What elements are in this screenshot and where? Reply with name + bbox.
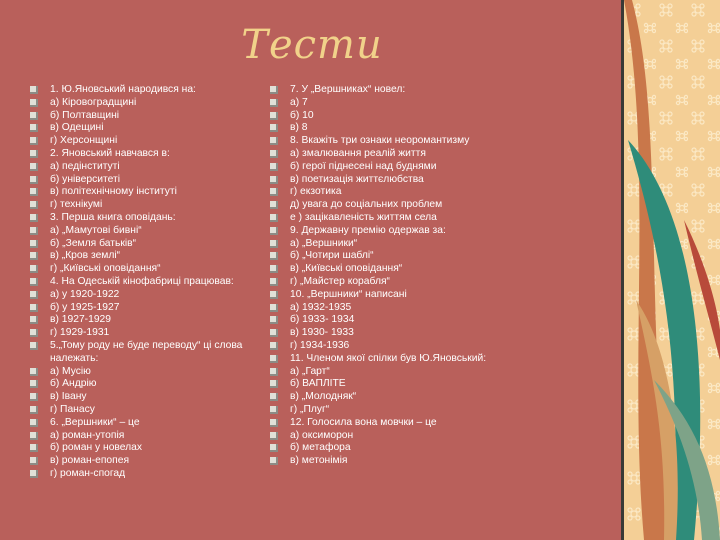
left-column	[30, 84, 255, 481]
square-bullet-icon	[270, 444, 278, 452]
square-bullet-icon	[270, 432, 278, 440]
test-line	[270, 84, 500, 97]
test-line-text: 12. Голосила вона мовчки – це	[290, 416, 437, 428]
test-line-text: е ) зацікавленість життям села	[290, 211, 437, 223]
square-bullet-icon	[270, 124, 278, 132]
square-bullet-icon	[30, 457, 38, 465]
square-bullet-icon	[270, 227, 278, 235]
test-line	[30, 442, 255, 455]
test-line-text: а) педінституті	[50, 160, 120, 172]
test-line-text: г) „Майстер корабля“	[290, 275, 390, 287]
square-bullet-icon	[30, 252, 38, 260]
square-bullet-icon	[270, 329, 278, 337]
square-bullet-icon	[30, 368, 38, 376]
square-bullet-icon	[270, 188, 278, 196]
test-line	[30, 302, 255, 315]
test-line	[30, 378, 255, 391]
test-line-text: в) 1930- 1933	[290, 327, 354, 339]
square-bullet-icon	[30, 188, 38, 196]
test-line-text: б) метафора	[290, 442, 351, 454]
test-line	[30, 391, 255, 404]
test-line	[270, 378, 500, 391]
test-line	[270, 110, 500, 123]
test-line	[270, 366, 500, 379]
test-line-text: в) поетизація життєлюбства	[290, 173, 424, 185]
test-line-text: г) Херсонщині	[50, 135, 118, 147]
test-line-text: б) Полтавщині	[50, 109, 120, 121]
test-line	[30, 404, 255, 417]
square-bullet-icon	[30, 214, 38, 222]
test-line-text: а) роман-утопія	[50, 429, 125, 441]
test-line	[30, 212, 255, 225]
square-bullet-icon	[270, 393, 278, 401]
test-line	[270, 404, 500, 417]
test-line	[270, 327, 500, 340]
test-line-text: б) „Земля батьків“	[50, 237, 137, 249]
test-line	[30, 225, 255, 238]
square-bullet-icon	[30, 265, 38, 273]
test-line	[270, 199, 500, 212]
test-line-text: 7. У „Вершниках“ новел:	[290, 84, 406, 95]
test-line-text: г) 1934-1936	[290, 339, 350, 351]
test-line-text: а) „Мамутові бивні“	[50, 224, 142, 236]
test-line	[30, 340, 255, 366]
test-line	[30, 84, 255, 97]
test-line-text: в) 1927-1929	[50, 314, 112, 326]
test-line	[30, 314, 255, 327]
test-line-text: в) роман-епопея	[50, 455, 130, 467]
square-bullet-icon	[30, 227, 38, 235]
test-line-text: г) технікумі	[50, 199, 103, 211]
test-line	[30, 97, 255, 110]
square-bullet-icon	[30, 342, 38, 350]
square-bullet-icon	[270, 112, 278, 120]
square-bullet-icon	[270, 137, 278, 145]
test-line-text: в) метонімія	[290, 455, 348, 467]
square-bullet-icon	[30, 240, 38, 248]
square-bullet-icon	[270, 406, 278, 414]
test-line-text: 6. „Вершники“ – це	[50, 416, 140, 428]
test-line	[30, 289, 255, 302]
square-bullet-icon	[30, 163, 38, 171]
test-line-text: б) 10	[290, 109, 314, 121]
test-line-text: в) „Молодняк“	[290, 391, 357, 403]
test-line	[30, 366, 255, 379]
test-line	[270, 250, 500, 263]
test-line	[270, 430, 500, 443]
square-bullet-icon	[270, 291, 278, 299]
test-line-text: а) у 1920-1922	[50, 288, 120, 300]
test-line	[270, 442, 500, 455]
square-bullet-icon	[30, 304, 38, 312]
test-line-text: б) Андрію	[50, 378, 97, 390]
square-bullet-icon	[30, 291, 38, 299]
square-bullet-icon	[30, 380, 38, 388]
square-bullet-icon	[270, 342, 278, 350]
test-line	[270, 225, 500, 238]
test-line	[270, 455, 500, 468]
square-bullet-icon	[30, 329, 38, 337]
test-line	[270, 276, 500, 289]
test-line	[270, 174, 500, 187]
test-line	[30, 199, 255, 212]
square-bullet-icon	[270, 252, 278, 260]
square-bullet-icon	[30, 176, 38, 184]
test-line	[270, 391, 500, 404]
test-line	[270, 161, 500, 174]
test-line	[30, 417, 255, 430]
decorative-strip	[624, 0, 720, 540]
square-bullet-icon	[30, 124, 38, 132]
test-line	[270, 353, 500, 366]
test-line	[270, 238, 500, 251]
square-bullet-icon	[270, 163, 278, 171]
test-line-text: б) університеті	[50, 173, 121, 185]
test-line	[30, 186, 255, 199]
test-line-text: 10. „Вершники“ написані	[290, 288, 407, 300]
test-line-text: б) ВАПЛІТЕ	[290, 378, 346, 390]
square-bullet-icon	[270, 214, 278, 222]
test-line	[270, 263, 500, 276]
test-line-text: а) оксиморон	[290, 429, 354, 441]
test-line-text: д) увага до соціальних проблем	[290, 199, 443, 211]
test-line-text: в) політехнічному інституті	[50, 186, 177, 198]
test-line-text: г) „Плуг“	[290, 403, 330, 415]
square-bullet-icon	[30, 150, 38, 158]
test-line-text: г) екзотика	[290, 186, 342, 198]
test-line	[270, 212, 500, 225]
test-line-text: а) „Вершники“	[290, 237, 358, 249]
test-line	[30, 110, 255, 123]
test-line-text: б) роман у новелах	[50, 442, 143, 454]
test-line-text: 4. На Одеській кінофабриці працював:	[50, 275, 234, 287]
square-bullet-icon	[270, 419, 278, 427]
test-line	[270, 340, 500, 353]
test-line-text: г) Панасу	[50, 403, 95, 415]
test-line-text: 3. Перша книга оповідань:	[50, 211, 176, 223]
square-bullet-icon	[270, 240, 278, 248]
test-line-text: г) „Київські оповідання“	[50, 263, 161, 275]
square-bullet-icon	[270, 368, 278, 376]
test-line-text: а) Мусію	[50, 365, 91, 377]
test-line	[30, 122, 255, 135]
test-line-text: а) „Гарт“	[290, 365, 330, 377]
square-bullet-icon	[270, 355, 278, 363]
test-line	[270, 135, 500, 148]
test-line	[270, 97, 500, 110]
test-line	[30, 174, 255, 187]
square-bullet-icon	[270, 278, 278, 286]
test-line	[270, 289, 500, 302]
test-line	[270, 314, 500, 327]
square-bullet-icon	[270, 86, 278, 94]
square-bullet-icon	[30, 112, 38, 120]
test-line-text: в) „Київські оповідання“	[290, 263, 403, 275]
test-line-text: г) роман-спогад	[50, 467, 126, 479]
test-line-text: а) Кіровоградщині	[50, 96, 137, 108]
test-line-text: в) Одещині	[50, 122, 104, 134]
test-line	[270, 148, 500, 161]
test-line	[30, 161, 255, 174]
test-line-text: 5.„Тому роду не буде переводу“ ці слова належать:	[50, 339, 243, 364]
test-line-text: 1. Ю.Яновський народився на:	[50, 84, 196, 95]
test-line	[270, 122, 500, 135]
square-bullet-icon	[30, 137, 38, 145]
square-bullet-icon	[270, 316, 278, 324]
square-bullet-icon	[270, 176, 278, 184]
test-line-text: г) 1929-1931	[50, 327, 110, 339]
square-bullet-icon	[270, 265, 278, 273]
test-line	[30, 468, 255, 481]
test-line-text: а) змалювання реалій життя	[290, 147, 426, 159]
test-line-text: а) 1932-1935	[290, 301, 352, 313]
test-line-text: б) „Чотири шаблі“	[290, 250, 374, 262]
test-line	[30, 276, 255, 289]
test-line-text: 8. Вкажіть три ознаки неоромантизму	[290, 135, 470, 147]
square-bullet-icon	[30, 278, 38, 286]
square-bullet-icon	[270, 457, 278, 465]
test-line	[30, 238, 255, 251]
square-bullet-icon	[270, 380, 278, 388]
test-line-text: 9. Державну премію одержав за:	[290, 224, 446, 236]
test-line-text: б) герої піднесені над буднями	[290, 160, 437, 172]
square-bullet-icon	[30, 86, 38, 94]
test-line-text: б) 1933- 1934	[290, 314, 355, 326]
slide-title: Тести	[241, 22, 383, 68]
test-line	[270, 186, 500, 199]
right-column	[270, 84, 500, 468]
square-bullet-icon	[30, 470, 38, 478]
test-line-text: в) Івану	[50, 391, 87, 403]
test-line	[30, 263, 255, 276]
square-bullet-icon	[30, 393, 38, 401]
square-bullet-icon	[30, 316, 38, 324]
test-line-text: 11. Членом якої спілки був Ю.Яновський:	[290, 352, 487, 364]
test-line-text: в) 8	[290, 122, 308, 134]
square-bullet-icon	[30, 201, 38, 209]
test-line-text: б) у 1925-1927	[50, 301, 120, 313]
test-line	[30, 455, 255, 468]
test-line	[30, 430, 255, 443]
test-line	[30, 135, 255, 148]
square-bullet-icon	[30, 432, 38, 440]
square-bullet-icon	[30, 406, 38, 414]
square-bullet-icon	[270, 150, 278, 158]
square-bullet-icon	[30, 99, 38, 107]
square-bullet-icon	[270, 201, 278, 209]
test-line	[270, 302, 500, 315]
test-line	[30, 148, 255, 161]
square-bullet-icon	[30, 444, 38, 452]
square-bullet-icon	[270, 99, 278, 107]
square-bullet-icon	[30, 419, 38, 427]
test-line-text: в) „Кров землі“	[50, 250, 121, 262]
square-bullet-icon	[270, 304, 278, 312]
test-line	[270, 417, 500, 430]
test-line-text: 2. Яновський навчався в:	[50, 147, 170, 159]
decorative-leaf-icon	[624, 0, 720, 540]
test-line	[30, 327, 255, 340]
test-line	[30, 250, 255, 263]
test-line-text: а) 7	[290, 96, 308, 108]
